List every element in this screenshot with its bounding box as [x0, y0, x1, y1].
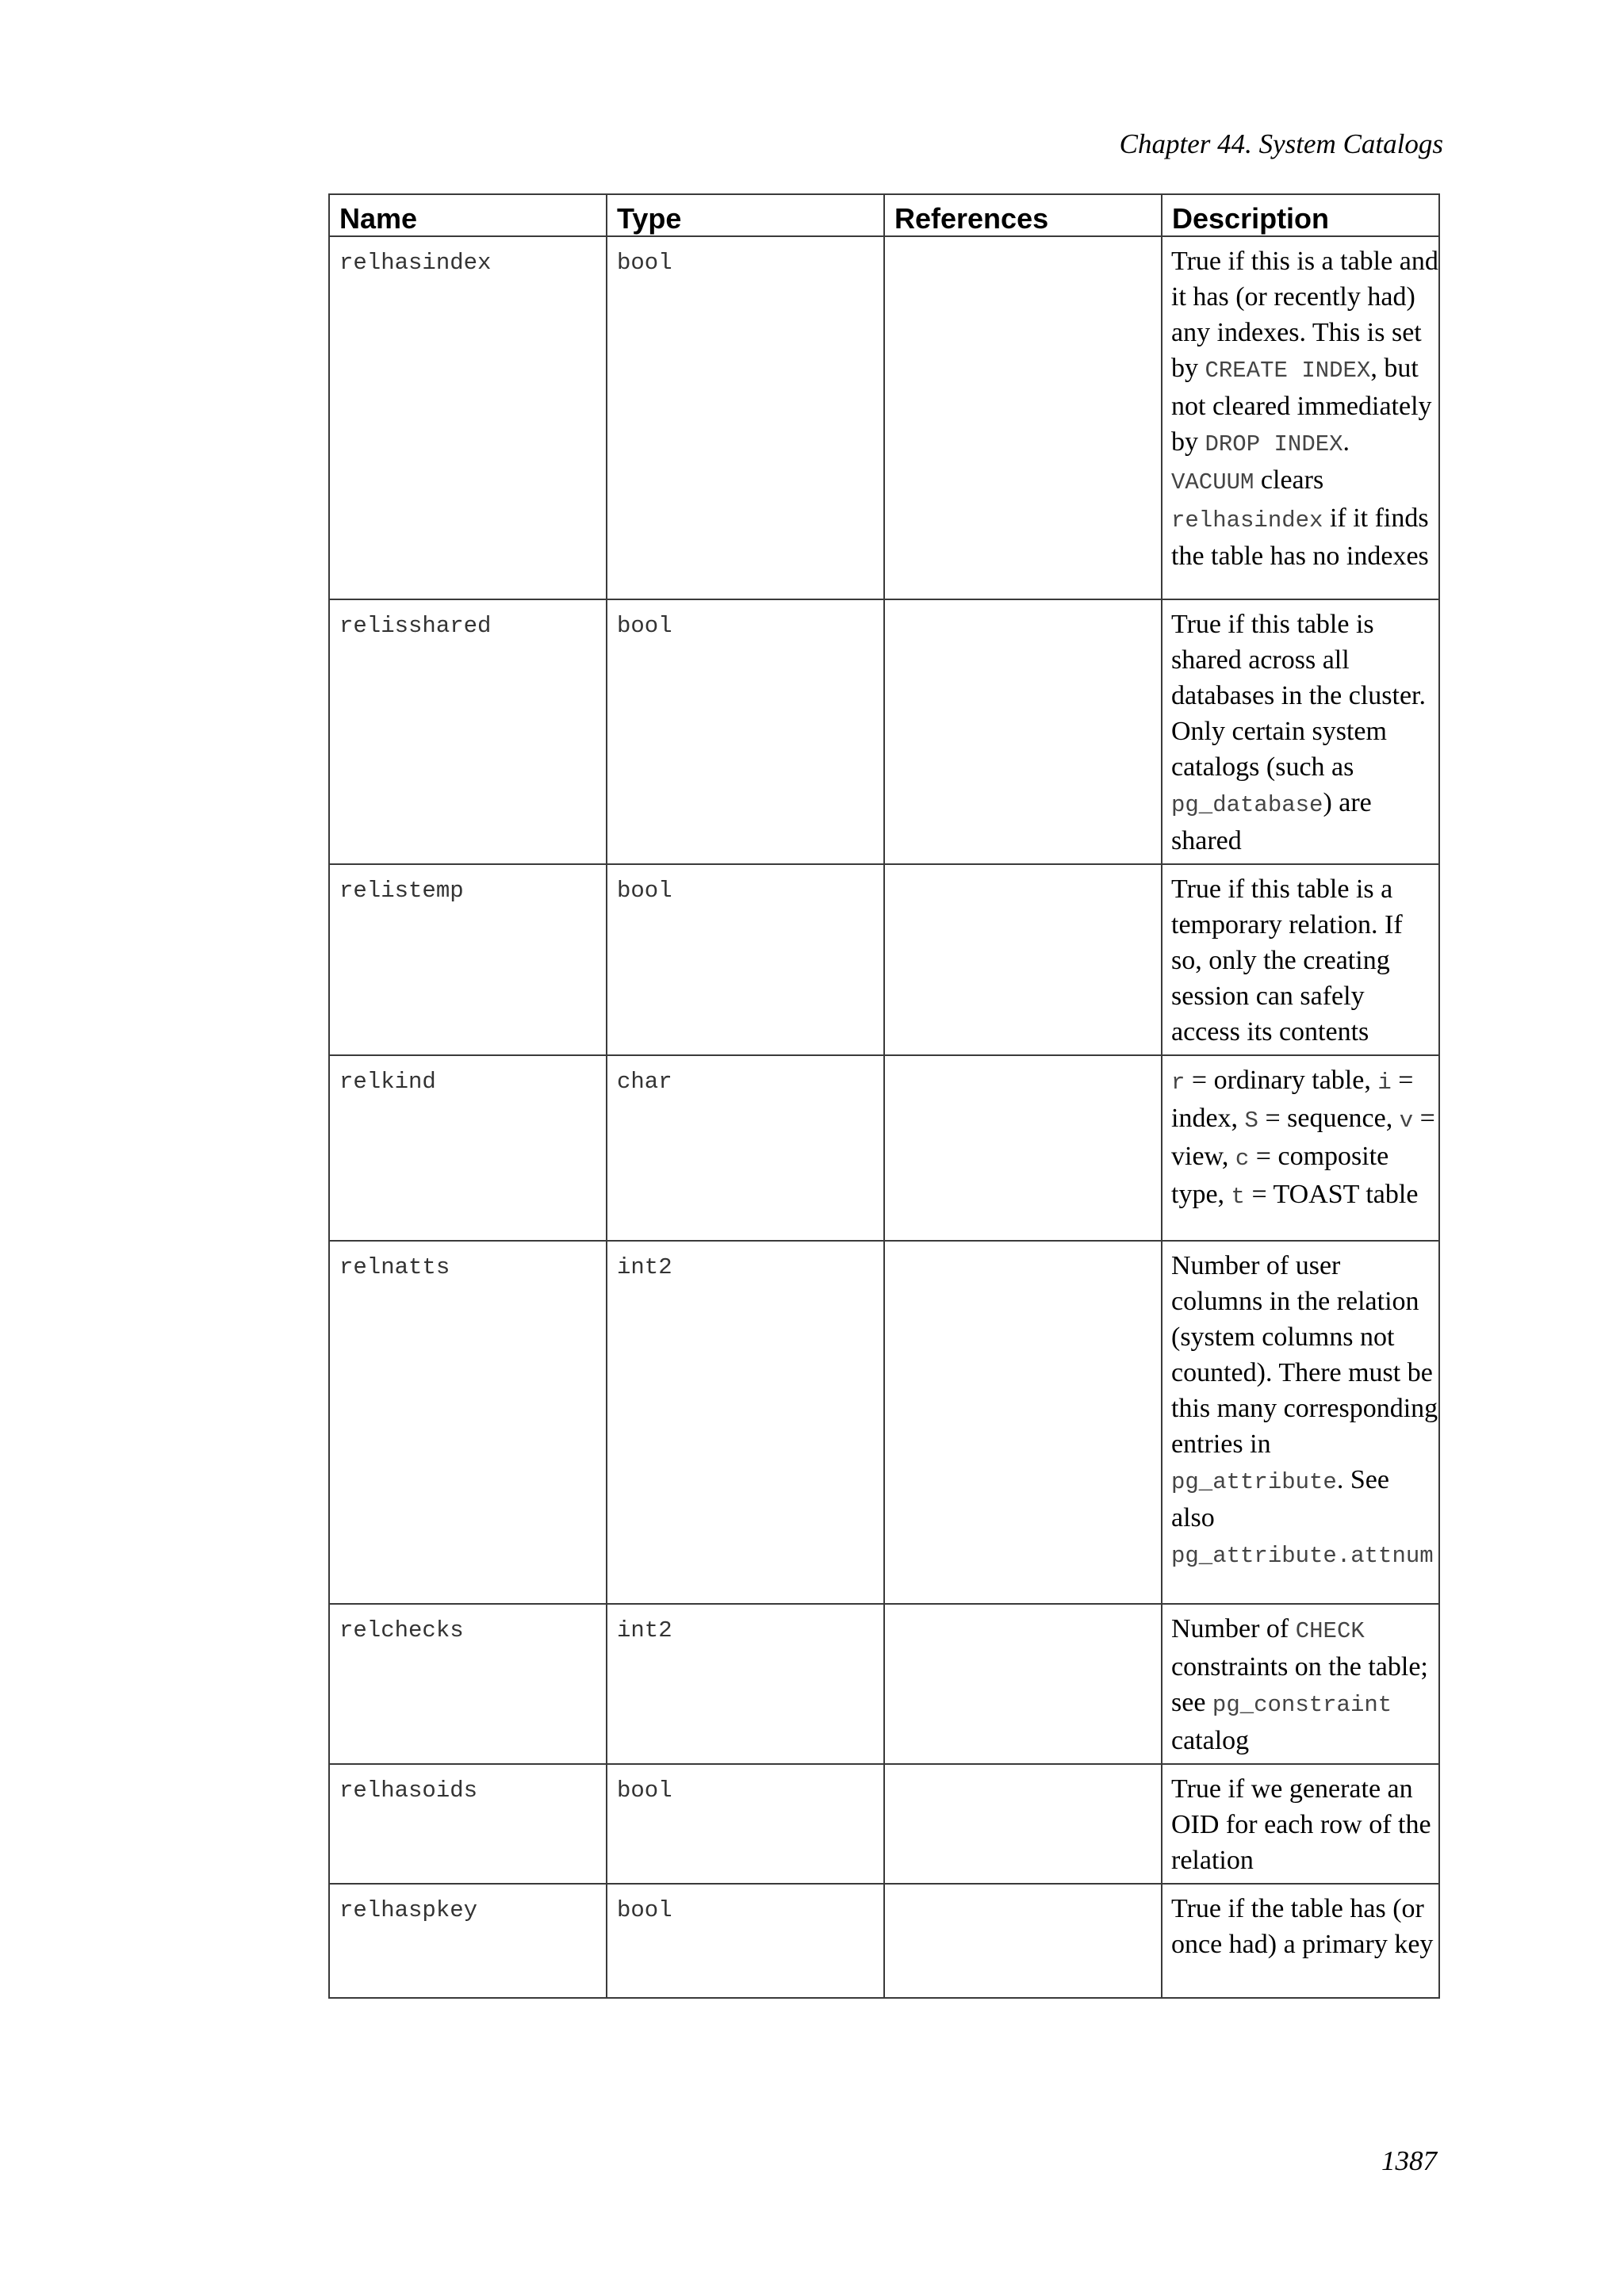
inline-code: pg_attribute.attnum	[1171, 1543, 1434, 1569]
inline-code: r	[1171, 1070, 1185, 1096]
header-name: Name	[329, 194, 607, 236]
description-text: = ordinary table,	[1185, 1066, 1378, 1095]
column-type-cell: bool	[607, 236, 884, 599]
column-references-cell	[884, 1764, 1162, 1884]
column-type-cell: bool	[607, 1884, 884, 1998]
table-row	[329, 1764, 1439, 1884]
table-row	[329, 599, 1439, 864]
column-type-cell: bool	[607, 1764, 884, 1884]
column-references-cell	[884, 1604, 1162, 1764]
column-references-cell	[884, 1241, 1162, 1604]
column-description-cell	[1162, 236, 1439, 599]
description-text: , but not cleared immediately by	[1171, 354, 1432, 457]
table-row	[329, 864, 1439, 1055]
column-type-cell: char	[607, 1055, 884, 1241]
column-references-cell	[884, 864, 1162, 1055]
table-header-row	[329, 194, 1439, 236]
column-description-cell	[1162, 1764, 1439, 1884]
column-references-cell	[884, 1884, 1162, 1998]
description-text: Number of user columns in the relation (system columns not counted). There must be this many corresponding entries in	[1171, 1251, 1438, 1459]
column-references-cell	[884, 1055, 1162, 1241]
inline-code: t	[1231, 1184, 1245, 1210]
column-type-cell: int2	[607, 1604, 884, 1764]
inline-code: v	[1399, 1108, 1414, 1134]
column-name-cell: relhasindex	[329, 236, 607, 599]
table-row	[329, 1884, 1439, 1998]
column-name-cell: relhasoids	[329, 1764, 607, 1884]
description-text: constraints on the table; see	[1171, 1652, 1428, 1717]
inline-code: i	[1377, 1070, 1392, 1096]
column-type-cell: bool	[607, 599, 884, 864]
description-text: ) are shared	[1171, 788, 1372, 855]
description-text: = TOAST table	[1244, 1180, 1419, 1209]
table-row	[329, 236, 1439, 599]
column-description-cell	[1162, 864, 1439, 1055]
column-description-cell	[1162, 599, 1439, 864]
description-text: catalog	[1171, 1726, 1250, 1755]
description-text: Number of	[1171, 1614, 1296, 1644]
description-text: = index,	[1171, 1066, 1414, 1133]
column-description-cell	[1162, 1604, 1439, 1764]
description-text: True if the table has (or once had) a primary key	[1171, 1894, 1434, 1959]
description-text: True if we generate an OID for each row of the relation	[1171, 1774, 1431, 1875]
inline-code: pg_database	[1171, 792, 1323, 818]
column-description-cell	[1162, 1055, 1439, 1241]
inline-code: pg_constraint	[1212, 1692, 1392, 1718]
column-name-cell: relistemp	[329, 864, 607, 1055]
page-number: 1387	[1381, 2145, 1437, 2176]
description-text: . See also	[1171, 1465, 1389, 1533]
column-name-cell: relisshared	[329, 599, 607, 864]
pg-class-columns-table	[328, 193, 1440, 1999]
table-row	[329, 1055, 1439, 1241]
description-text: = sequence,	[1258, 1104, 1400, 1133]
column-type-cell: bool	[607, 864, 884, 1055]
description-text: clears	[1254, 465, 1324, 495]
column-references-cell	[884, 236, 1162, 599]
header-type: Type	[607, 194, 884, 236]
description-text: if it finds the table has no indexes	[1171, 503, 1429, 571]
column-name-cell: relhaspkey	[329, 1884, 607, 1998]
inline-code: c	[1235, 1146, 1250, 1172]
description-text: True if this is a table and it has (or recently had) any indexes. This is set by	[1171, 247, 1438, 383]
description-text: = composite type,	[1171, 1142, 1389, 1209]
header-references: References	[884, 194, 1162, 236]
inline-code: VACUUM	[1171, 469, 1254, 496]
running-header: Chapter 44. System Catalogs	[1119, 128, 1443, 159]
column-description-cell	[1162, 1241, 1439, 1604]
header-description: Description	[1162, 194, 1439, 236]
inline-code: pg_attribute	[1171, 1469, 1337, 1495]
inline-code: DROP INDEX	[1205, 431, 1343, 457]
table-row	[329, 1241, 1439, 1604]
column-references-cell	[884, 599, 1162, 864]
description-text: True if this table is shared across all databases in the cluster. Only certain system catalogs (such as	[1171, 610, 1427, 782]
table-row	[329, 1604, 1439, 1764]
description-text: = view,	[1171, 1104, 1435, 1171]
column-description-cell	[1162, 1884, 1439, 1998]
description-text: .	[1342, 427, 1350, 457]
inline-code: CHECK	[1295, 1618, 1365, 1644]
inline-code: CREATE INDEX	[1205, 358, 1371, 384]
column-name-cell: relnatts	[329, 1241, 607, 1604]
inline-code: S	[1244, 1108, 1258, 1134]
inline-code: relhasindex	[1171, 507, 1323, 534]
column-name-cell: relkind	[329, 1055, 607, 1241]
description-text: True if this table is a temporary relation. If so, only the creating session can safely access its contents	[1171, 874, 1403, 1047]
column-name-cell: relchecks	[329, 1604, 607, 1764]
column-type-cell: int2	[607, 1241, 884, 1604]
